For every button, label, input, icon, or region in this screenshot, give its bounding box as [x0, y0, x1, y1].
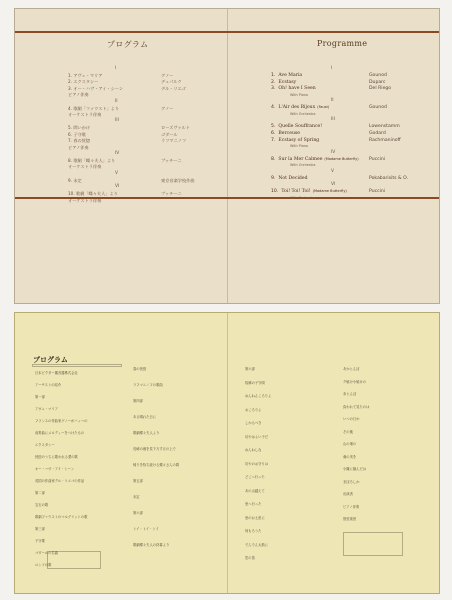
program-composer: Duparc — [369, 79, 386, 85]
bottom-right-note-box — [343, 532, 403, 556]
bottom-text-line: 山の畑の — [343, 442, 357, 446]
japanese-program-line: オーケストラ伴奏 — [68, 164, 102, 170]
program-composer: Godard — [369, 131, 386, 136]
english-program-line — [271, 105, 387, 111]
bottom-text-line: ねんねしな — [245, 448, 262, 452]
bottom-text-line: 長崎の港を見下ろす丘の上で — [133, 447, 176, 451]
bottom-fold-line — [227, 313, 228, 593]
program-title: Ave Maria — [278, 73, 303, 78]
bottom-text-line: その後 — [343, 429, 353, 434]
english-program-line — [271, 79, 386, 86]
program-title: L'Air des Bijoux — [278, 105, 316, 111]
top-decorative-band — [15, 31, 439, 33]
program-section-roman-en: IV — [331, 149, 336, 155]
fold-line — [227, 9, 228, 303]
program-composer: Del Riego — [369, 86, 392, 92]
program-number: 10. — [271, 189, 279, 195]
program-accompaniment-note: With Orchestra — [290, 196, 316, 200]
top-program-sheet — [14, 8, 440, 304]
program-title: Berceuse — [278, 131, 301, 136]
bottom-text-line: 何もろうた — [245, 529, 262, 533]
bottom-text-line: トイ・トイ・トイ — [133, 527, 159, 531]
bottom-text-line: 出演者 — [343, 492, 353, 496]
bottom-text-line: 歌劇蝶々夫人の終幕より — [133, 543, 170, 547]
bottom-program-sheet — [14, 312, 440, 594]
japanese-program-line: オーケストラ伴奏 — [68, 197, 102, 203]
japanese-program-title: プログラム — [107, 40, 149, 49]
bottom-text-line: 里のお土産に — [245, 515, 265, 520]
japanese-program-composer: グノー — [161, 73, 174, 78]
japanese-program-line: 6. 子守歌 — [68, 131, 86, 137]
bottom-text-line: ラフマニノフの歌曲 — [133, 383, 163, 387]
program-accompaniment-note: With Piano — [290, 144, 308, 149]
japanese-program-line: 4. 歌劇「ファウスト」より — [68, 105, 120, 111]
program-number: 2. — [271, 79, 276, 85]
program-title: Oh! have I Seen — [278, 86, 316, 92]
japanese-program-composer: プッチーニ — [161, 158, 182, 163]
japanese-program-line: 7. 春の恍惚 — [68, 138, 91, 144]
english-program-line — [271, 156, 386, 163]
bottom-text-line: 笙の笛 — [245, 556, 255, 560]
english-program-line — [271, 73, 387, 79]
program-section-roman-en: VI — [331, 182, 336, 188]
bottom-text-line: 坊やはよい子だ — [245, 434, 269, 439]
program-number: 8. — [271, 156, 276, 162]
bottom-text-line: ある晴れた日に — [133, 415, 157, 419]
english-program-line — [271, 189, 386, 195]
bottom-text-line: 小籠に摘んだは — [343, 467, 367, 471]
japanese-program-composer: デル・リエゴ — [161, 85, 186, 91]
japanese-program-line: 9. 未定 — [68, 177, 82, 183]
program-number: 6. — [271, 131, 276, 136]
bottom-text-line: 英国の作曲家デル・リエゴの作品 — [35, 479, 85, 483]
bottom-text-line: でんでん太鼓に — [245, 542, 269, 547]
bottom-text-line: ねんねんころりよ — [245, 394, 272, 398]
program-number: 4. — [271, 105, 276, 111]
bottom-text-line: いつの日か — [343, 417, 360, 421]
japanese-program-composer: 東京音楽学校作曲 — [161, 177, 195, 183]
program-number: 1. — [271, 73, 276, 78]
bottom-text-line: ゴダールの名曲 — [35, 551, 59, 555]
bottom-text-line: ロンドの歌 — [35, 563, 52, 567]
bottom-text-line: 恍惚のうちに歌われる愛の歌 — [35, 455, 78, 459]
program-accompaniment-note: With Piano — [290, 92, 308, 97]
program-composer: Puccini — [369, 189, 386, 195]
japanese-program-line: オーケストラ伴奏 — [68, 112, 102, 117]
japanese-program-line: ピアノ伴奏 — [68, 144, 89, 150]
bottom-text-line: 歌劇ファウストのマルグリットの歌 — [35, 515, 88, 519]
japanese-program-composer: プッチーニ — [161, 191, 182, 197]
japanese-program-line: ピアノ伴奏 — [68, 92, 89, 98]
bottom-text-line: 未定 — [133, 495, 140, 499]
japanese-program-composer: ラフマニノフ — [161, 138, 187, 144]
japanese-program-line: 3. オー・ハヴ・アイ・シーン — [68, 85, 124, 91]
bottom-text-line: 故郷の子守唄 — [245, 380, 265, 385]
program-section-roman: I — [115, 66, 117, 71]
program-accompaniment-note: With Orchestra — [290, 163, 316, 168]
program-composer: Puccini — [369, 156, 386, 162]
english-program-line — [271, 131, 386, 137]
program-section-roman-en: V — [331, 168, 335, 174]
program-composer: Rachmaninoff — [369, 137, 401, 143]
program-detail: (Madame Butterfly) — [312, 189, 347, 194]
bottom-text-line: まぼろしか — [343, 479, 360, 484]
bottom-text-line: 第三部 — [35, 527, 45, 531]
program-number: 5. — [271, 124, 276, 130]
program-section-roman-en: III — [331, 117, 335, 123]
bottom-text-line: 歌劇蝶々夫人より — [133, 431, 160, 435]
bottom-text-line: エクスタシー — [35, 443, 55, 447]
bottom-text-line: あの山越えて — [245, 488, 265, 493]
english-program-line — [271, 175, 408, 182]
bottom-text-line: 春の恍惚 — [133, 367, 147, 371]
bottom-text-line: 赤とんぼ — [343, 392, 357, 396]
program-composer: Pokabarisits & O. — [369, 175, 408, 181]
japanese-program-line: 10. 歌劇「蝶々夫人」より — [68, 191, 118, 197]
program-section-roman: V — [115, 170, 119, 176]
japanese-program-line: 2. エクスタシー — [68, 79, 99, 85]
english-program-line — [271, 137, 401, 144]
japanese-program-line: 5. 問いかけ — [68, 125, 91, 131]
bottom-text-line: オー・ハヴ・アイ・シーン — [35, 467, 75, 471]
program-title: Not Decided — [278, 175, 308, 181]
bottom-text-line: 宝石の歌 — [35, 503, 49, 507]
bottom-text-line: 管弦楽団 — [343, 517, 357, 521]
bottom-text-line: 第五部 — [133, 479, 143, 483]
bottom-text-line: フランスの作曲家グノーがバッハの — [35, 419, 88, 423]
program-title: Toi! Toi! Toi! — [281, 189, 311, 195]
bottom-text-line: 子守歌 — [35, 539, 45, 543]
program-section-roman-en: I — [331, 66, 333, 71]
english-program-line — [271, 124, 400, 130]
japanese-program-line: 8. 歌劇「蝶々夫人」より — [68, 158, 116, 163]
program-title: Ecstasy — [278, 79, 297, 85]
japanese-program-composer: デュパルク — [161, 79, 182, 85]
bottom-text-line: ピアノ伴奏 — [343, 504, 360, 509]
program-accompaniment-note: With Orchestra — [290, 111, 316, 116]
english-program-line — [271, 86, 392, 92]
bottom-text-line: おころりよ — [245, 407, 262, 412]
bottom-text-line: 負われて見たのは — [343, 404, 370, 409]
bottom-text-line: アーチストの紹介 — [35, 383, 62, 387]
japanese-program-composer: ゴダール — [161, 131, 178, 137]
bottom-text-line: 桑の実を — [343, 454, 357, 459]
program-composer: Gounod — [369, 73, 387, 78]
japanese-program-line: 1. アヴェ・マリア — [68, 73, 103, 78]
bottom-program-title: プログラム — [33, 356, 68, 364]
bottom-text-line: 帰りを待ち続ける蝶々さんの歌 — [133, 463, 180, 467]
program-detail: (Madame Butterfly) — [324, 156, 359, 161]
bottom-text-line: 第六部 — [245, 367, 255, 371]
program-section-roman: II — [115, 98, 118, 104]
bottom-text-line: 日本ビクター蓄音器株式会社 — [35, 371, 78, 375]
bottom-text-line: 第六部 — [133, 511, 143, 515]
bottom-title-rule — [32, 364, 122, 367]
program-title: Ecstasy of Spring — [278, 137, 320, 143]
program-number: 3. — [271, 86, 276, 92]
bottom-text-line: 夕焼け小焼けの — [343, 379, 367, 384]
program-number: 7. — [271, 137, 276, 143]
english-program-title: Programme — [317, 39, 368, 48]
bottom-text-line: 里へ行った — [245, 502, 262, 506]
bottom-text-line: しかるべき — [245, 421, 262, 425]
bottom-text-line: 坊やのお守りは — [245, 461, 269, 466]
program-title: Quelle Souffrance! — [278, 124, 323, 130]
bottom-text-line: 第一部 — [35, 395, 45, 399]
bottom-text-line: 第四部 — [133, 399, 143, 403]
bottom-text-line: 第二部 — [35, 491, 45, 495]
bottom-text-line: どこへ行った — [245, 475, 265, 479]
program-section-roman: VI — [115, 184, 120, 190]
program-section-roman-en: II — [331, 98, 334, 104]
japanese-program-composer: グノー — [161, 105, 174, 111]
program-composer: Gounod — [369, 105, 387, 111]
program-section-roman: III — [115, 118, 119, 124]
bottom-text-line: 前奏曲にメロディーをつけたもの — [35, 431, 85, 435]
program-section-roman: IV — [115, 151, 120, 156]
program-title: Sur la Mer Calmee — [278, 156, 323, 162]
bottom-text-line: アヴェ・マリア — [35, 407, 58, 411]
program-composer: Lowenstamm — [369, 124, 400, 130]
program-detail: (Faust) — [317, 105, 330, 110]
bottom-text-line: あかとんぼ — [343, 367, 360, 371]
japanese-program-composer: ローズヴァルト — [161, 125, 191, 131]
program-number: 9. — [271, 175, 276, 181]
